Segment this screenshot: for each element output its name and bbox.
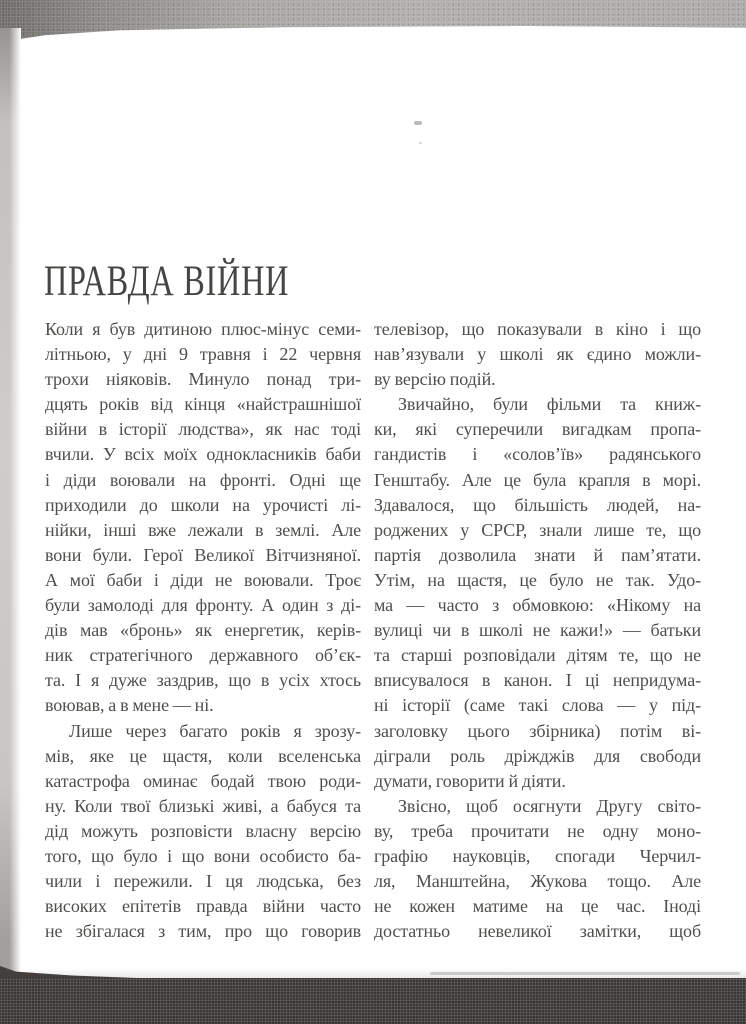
text-line: ні історії (саме такі слова — у під- (374, 695, 701, 716)
text-line: вулиці чи в школі не кажи!» — батьки (374, 620, 701, 641)
text-line: і діди воювали на фронті. Одні ще (45, 469, 361, 490)
left-text-column (45, 317, 361, 944)
text-line: ву версію подій. (374, 369, 496, 390)
text-line: гандистів і «солов’їв» радянського (374, 444, 701, 465)
text-line: літньою, у дні 9 травня і 22 червня (45, 344, 361, 365)
text-line: війни в історії людства», як нас тоді (45, 419, 361, 440)
scan-edge-top (0, 0, 746, 42)
text-line: діграли роль дріжджів для свободи (374, 745, 701, 766)
text-line: Звісно, щоб осягнути Другу світо- (398, 795, 701, 816)
text-line: телевізор, що показували в кіно і що (374, 319, 701, 339)
text-line: заголовку цього збірника) потім ві- (374, 720, 701, 741)
text-line: дцять років від кінця «найстрашнішої (45, 394, 361, 415)
text-line: думати, говорити й діяти. (374, 770, 566, 791)
page-title (44, 259, 371, 305)
page-title-text: ПРАВДА ВІЙНИ (44, 258, 290, 306)
text-line: Утім, на щастя, це було не так. Удо- (374, 569, 701, 590)
text-line: дід можуть розповісти власну версію (45, 820, 361, 841)
text-line: графію науковців, спогади Черчил- (374, 845, 701, 866)
text-line: достатньо невеликої замітки, щоб (374, 921, 701, 942)
text-line: Лише через багато років я зрозу- (69, 720, 361, 741)
text-line: катастрофа оминає бодай твою роди- (45, 770, 361, 791)
text-line: вчили. У всіх моїх однокласників баби (45, 444, 361, 465)
text-line: та. І я дуже заздрив, що в усіх хтось (45, 670, 361, 691)
text-line: приходили до школи на урочисті лі- (45, 494, 361, 515)
text-line: нійки, інші вже лежали в землі. Але (45, 519, 361, 540)
text-line: ки, які суперечили вигадкам пропа- (374, 419, 701, 440)
text-line: роджених у СРСР, знали лише те, що (374, 519, 701, 540)
text-line: ма — часто з обмовкою: «Нікому на (374, 595, 701, 616)
text-line: партія дозволила знати й пам’ятати. (374, 544, 701, 565)
text-line: чили і пережили. І ця людська, без (45, 871, 361, 892)
text-line: Звичайно, були фільми та книж- (398, 394, 701, 415)
text-line: ник стратегічного державного об’єк- (45, 645, 361, 666)
text-line: Генштабу. Але це була крапля в морі. (374, 469, 701, 490)
text-line: вони були. Герої Великої Вітчизняної. (45, 544, 361, 565)
text-line: високих епітетів правда війни часто (45, 896, 361, 917)
text-line: ну. Коли твої близькі живі, а бабуся та (45, 795, 361, 816)
text-line: А мої баби і діди не воювали. Троє (45, 569, 361, 590)
text-line: вписувалося в канон. І ці непридума- (374, 670, 701, 691)
text-line: трохи ніяковів. Минуло понад три- (45, 369, 361, 390)
text-line: не збігалася з тим, про що говорив (45, 921, 361, 942)
text-line: дів мав «бронь» як енергетик, керів- (45, 620, 361, 641)
text-line: Коли я був дитиною плюс-мінус семи- (45, 319, 361, 339)
text-line: воював, а в мене — ні. (45, 695, 214, 716)
text-line: мів, яке це щастя, коли вселенська (45, 745, 361, 766)
scan-speck (414, 121, 422, 125)
scan-edge-left (0, 28, 21, 974)
scan-edge-bottom (0, 978, 746, 1024)
text-line: ву, треба прочитати не одну моно- (374, 820, 701, 841)
text-line: та старші розповідали дітям те, що не (374, 645, 701, 666)
text-line: того, що було і що вони особисто ба- (45, 845, 361, 866)
scan-speck-small (419, 142, 422, 144)
scan-edge-left-fade (0, 28, 21, 974)
text-line: були замолоді для фронту. А один з ді- (45, 595, 361, 616)
text-line: нав’язували у школі як єдино можли- (374, 344, 701, 365)
text-line: Здавалося, що більшість людей, на- (374, 494, 701, 515)
scan-edge-sliver (430, 972, 740, 975)
right-text-column (374, 317, 701, 944)
scan-grain-texture (0, 978, 746, 1024)
text-line: ля, Манштейна, Жукова тощо. Але (374, 871, 701, 892)
scan-grain-texture (0, 0, 746, 42)
text-line: не кожен матиме на це час. Іноді (374, 896, 701, 917)
